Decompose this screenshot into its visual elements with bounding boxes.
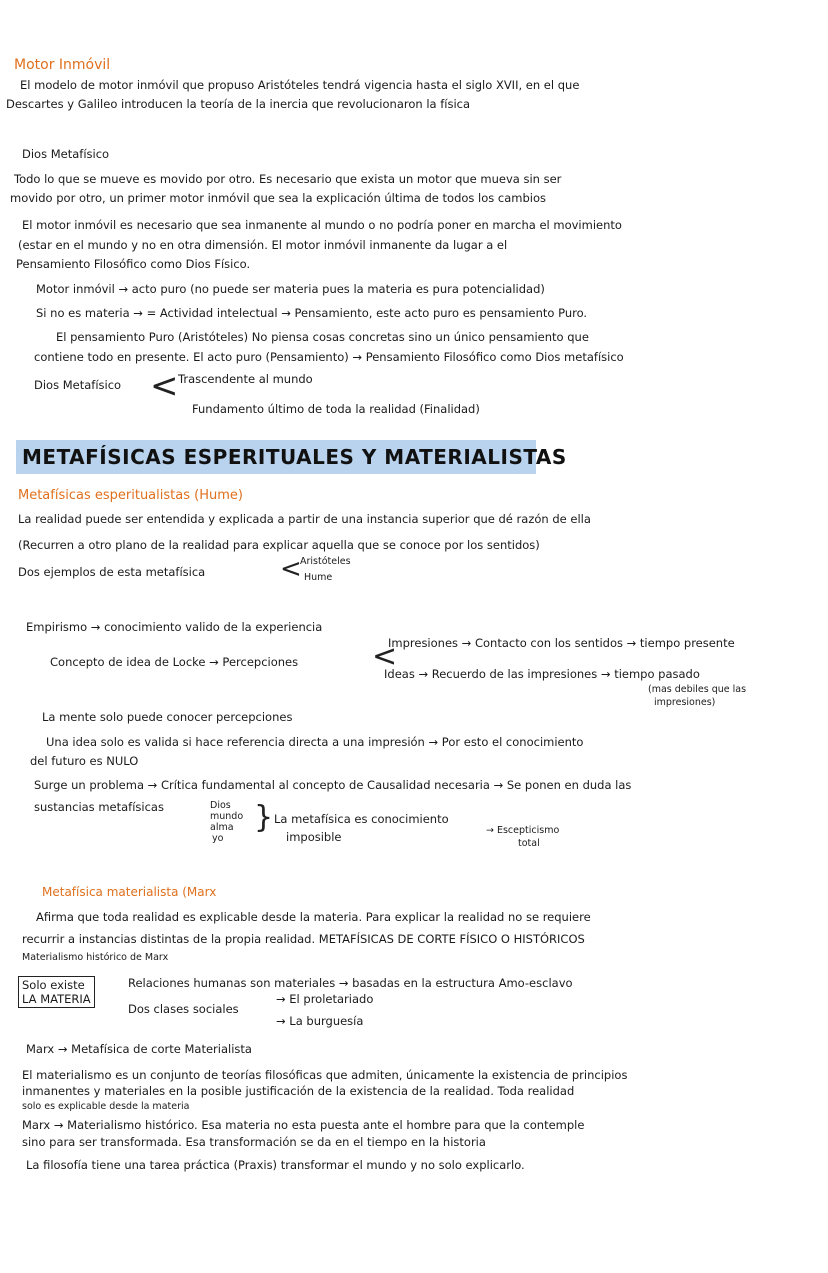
text-line: Concepto de idea de Locke → Percepciones: [50, 655, 299, 669]
clase-item: → El proletariado: [276, 992, 374, 1006]
text-line: Una idea solo es valida si hace referencia directa a una impresión → Por esto el conocimiento: [46, 735, 584, 749]
text-line: inmanentes y materiales en la posible justificación de la existencia de la realidad. Toda realidad: [22, 1084, 575, 1098]
text-line: El materialismo es un conjunto de teorías filosóficas que admiten, únicamente la existencia de principios: [22, 1068, 628, 1082]
brace-icon: <: [150, 366, 179, 406]
text-line: contiene todo en presente. El acto puro (Pensamiento) → Pensamiento Filosófico como Dios metafísico: [34, 350, 624, 364]
branch-item: Fundamento último de toda la realidad (Finalidad): [192, 402, 480, 416]
dios-metafisico-label: Dios Metafísico: [34, 378, 122, 392]
text-line: La realidad puede ser entendida y explicada a partir de una instancia superior que dé razón de ella: [18, 512, 591, 526]
subheading-dios-metafisico: Dios Metafísico: [22, 147, 110, 161]
brace-icon: }: [254, 800, 274, 835]
ejemplos-label: Dos ejemplos de esta metafísica: [18, 565, 206, 579]
text-line: Surge un problema → Crítica fundamental al concepto de Causalidad necesaria → Se ponen en duda las: [34, 778, 632, 792]
text-line: del futuro es NULO: [30, 754, 139, 768]
text-line: El motor inmóvil es necesario que sea inmanente al mundo o no podría poner en marcha el movimiento: [22, 218, 622, 232]
ejemplo-item: Aristóteles: [300, 556, 351, 567]
subheading-marx: Marx → Metafísica de corte Materialista: [26, 1042, 252, 1056]
text-line: (Recurren a otro plano de la realidad para explicar aquella que se conoce por los sentidos): [18, 538, 540, 552]
text-line: recurrir a instancias distintas de la propia realidad. METAFÍSICAS DE CORTE FÍSICO O HISTÓRICOS: [22, 932, 585, 946]
sustancia-item: yo: [212, 833, 224, 844]
text-line: imposible: [286, 830, 342, 844]
sustancia-item: Dios: [210, 800, 231, 811]
text-line: Si no es materia → = Actividad intelectual → Pensamiento, este acto puro es pensamiento Puro.: [36, 306, 588, 320]
text-line: Motor inmóvil → acto puro (no puede ser materia pues la materia es pura potencialidad): [36, 282, 545, 296]
text-line: La mente solo puede conocer percepciones: [42, 710, 293, 724]
brace-icon: <: [372, 639, 398, 674]
section-title-metafisicas: METAFÍSICAS ESPERITUALES Y MATERIALISTAS: [22, 445, 567, 469]
text-line: Relaciones humanas son materiales → basadas en la estructura Amo-esclavo: [128, 976, 573, 990]
section-title-motor-inmovil: Motor Inmóvil: [14, 57, 111, 73]
branch-item: Trascendente al mundo: [178, 372, 313, 386]
text-line: Empirismo → conocimiento valido de la experiencia: [26, 620, 323, 634]
text-line: Pensamiento Filosófico como Dios Físico.: [16, 257, 251, 271]
sustancia-item: alma: [210, 822, 234, 833]
text-line: (estar en el mundo y no en otra dimensión. El motor inmóvil inmanente da lugar a el: [18, 238, 508, 252]
text-line: Descartes y Galileo introducen la teoría de la inercia que revolucionaron la física: [6, 97, 471, 111]
sustancia-item: mundo: [210, 811, 244, 822]
text-line: sino para ser transformada. Esa transformación se da en el tiempo en la historia: [22, 1135, 486, 1149]
section-title-materialista: Metafísica materialista (Marx: [42, 885, 217, 899]
box-line: Solo existe: [22, 978, 85, 992]
text-line: La filosofía tiene una tarea práctica (Praxis) transformar el mundo y no solo explicarlo.: [26, 1158, 525, 1172]
box-line: LA MATERIA: [22, 992, 91, 1006]
text-line: solo es explicable desde la materia: [22, 1101, 190, 1112]
text-line: movido por otro, un primer motor inmóvil que sea la explicación última de todos los cambios: [10, 191, 547, 205]
text-line: Afirma que toda realidad es explicable desde la materia. Para explicar la realidad no se requiere: [36, 910, 591, 924]
text-line: sustancias metafísicas: [34, 800, 164, 814]
ideas-item: Ideas → Recuerdo de las impresiones → tiempo pasado: [384, 667, 700, 681]
text-line: Materialismo histórico de Marx: [22, 952, 169, 963]
ejemplo-item: Hume: [304, 572, 333, 583]
impresiones-item: Impresiones → Contacto con los sentidos → tiempo presente: [388, 636, 735, 650]
brace-icon: <: [280, 554, 302, 584]
text-line: El modelo de motor inmóvil que propuso Aristóteles tendrá vigencia hasta el siglo XVII, en el que: [20, 78, 580, 92]
text-line: Marx → Materialismo histórico. Esa materia no esta puesta ante el hombre para que la contemple: [22, 1118, 585, 1132]
ideas-note: impresiones): [654, 697, 716, 708]
escepticismo-item: total: [518, 838, 540, 849]
ideas-note: (mas debiles que las: [648, 684, 747, 695]
text-line: El pensamiento Puro (Aristóteles) No piensa cosas concretas sino un único pensamiento que: [56, 330, 589, 344]
clase-item: → La burguesía: [276, 1014, 364, 1028]
text-line: Todo lo que se mueve es movido por otro. Es necesario que exista un motor que mueva sin ser: [14, 172, 562, 186]
escepticismo-item: → Escepticismo: [486, 825, 560, 836]
section-title-espiritualistas: Metafísicas esperitualistas (Hume): [18, 488, 243, 503]
materia-box: [18, 976, 95, 1008]
text-line: La metafísica es conocimiento: [274, 812, 449, 826]
clases-label: Dos clases sociales: [128, 1002, 239, 1016]
